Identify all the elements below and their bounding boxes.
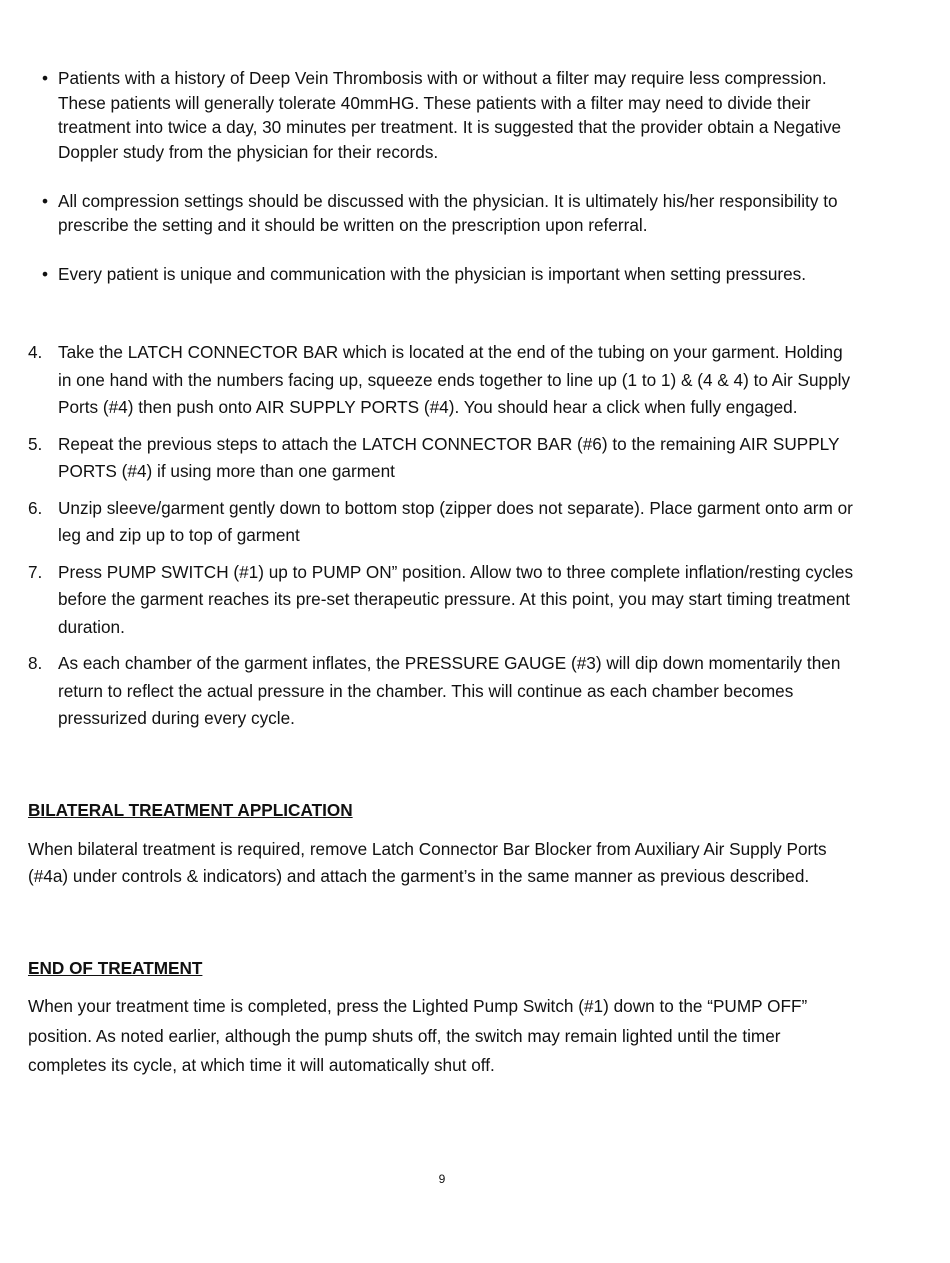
page-number: 9 (438, 1172, 446, 1186)
list-item: • All compression settings should be discussed with the physician. It is ultimately his/her responsibility to prescribe the setting and it should be written on the prescription upon referral. (58, 189, 858, 238)
step-text: Repeat the previous steps to attach the LATCH CONNECTOR BAR (#6) to the remaining AIR SUPPLY PORTS (#4) if using more than one garment (58, 433, 840, 481)
step-number: 8. (28, 653, 43, 673)
end-of-treatment-paragraph: When your treatment time is completed, press the Lighted Pump Switch (#1) down to the “PUMP OFF” position. As noted earlier, although the pump shuts off, the switch may remain lighted until the timer completes its cycle, at which time it will automatically shut off. (28, 996, 808, 1075)
list-item (28, 431, 858, 486)
step-number: 4. (28, 342, 43, 362)
instruction-steps-list (28, 339, 858, 742)
step-text: Take the LATCH CONNECTOR BAR which is located at the end of the tubing on your garment. Holding in one hand with the numbers facing up, squeeze ends together to line up (1 to 1) & (4 & 4) to Air Supply Ports (#4) then push onto AIR SUPPLY PORTS (#4). You should hear a click when fully engaged. (58, 342, 851, 417)
list-item: • Every patient is unique and communication with the physician is important when setting pressures. (58, 262, 858, 287)
list-item (28, 339, 858, 422)
step-number: 6. (28, 497, 43, 518)
step-text: Press PUMP SWITCH (#1) up to PUMP ON” position. Allow two to three complete inflation/resting cycles before the garment reaches its pre-set therapeutic pressure. At this point, you may start timing treatment duration. (58, 561, 854, 637)
list-item (28, 650, 858, 733)
step-number: 7. (28, 561, 43, 582)
step-number: 5. (28, 433, 43, 454)
step-text: As each chamber of the garment inflates, the PRESSURE GAUGE (#3) will dip down momentarily then return to reflect the actual pressure in the chamber. This will continue as each chamber becomes pressurized during every cycle. (58, 653, 841, 728)
list-item: • Patients with a history of Deep Vein Thrombosis with or without a filter may require less compression. These patients will generally tolerate 40mmHG. These patients with a filter may need to divide their treatment into twice a day, 30 minutes per treatment. It is suggested that the provider obtain a Negative Doppler study from the physician for their records. (58, 66, 858, 164)
end-of-treatment-heading: END OF TREATMENT (28, 958, 203, 978)
list-item (28, 495, 858, 550)
bilateral-paragraph: When bilateral treatment is required, remove Latch Connector Bar Blocker from Auxiliary Air Supply Ports (#4a) under controls & indicators) and attach the garment’s in the same manner as previous described. (28, 839, 827, 886)
list-item (28, 559, 858, 642)
step-text: Unzip sleeve/garment gently down to bottom stop (zipper does not separate). Place garment onto arm or leg and zip up to top of garment (58, 497, 853, 545)
bilateral-heading: BILATERAL TREATMENT APPLICATION (28, 800, 353, 820)
compression-notes-list (58, 66, 858, 311)
